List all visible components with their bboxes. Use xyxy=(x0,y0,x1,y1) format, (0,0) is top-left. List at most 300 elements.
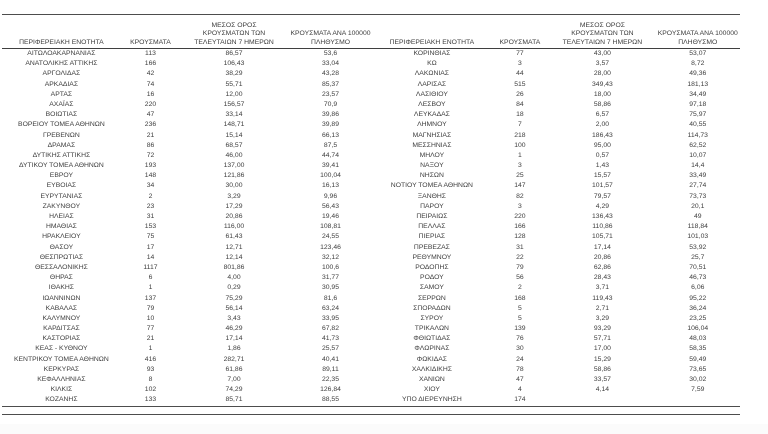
per100k-cell: 58,35 xyxy=(689,345,707,353)
avg7-cell: 4,14 xyxy=(595,386,610,394)
region-cell: ΠΙΕΡΙΑΣ xyxy=(418,233,446,241)
region-cell: ΞΑΝΘΗΣ xyxy=(417,192,447,200)
cases-cell: 3 xyxy=(518,202,522,210)
per100k-cell: 32,12 xyxy=(321,253,339,261)
table-row xyxy=(373,212,740,222)
cases-cell: 86 xyxy=(146,141,155,149)
avg7-cell: 7,00 xyxy=(227,376,241,383)
table-row xyxy=(373,304,740,314)
per100k-cell: 53,07 xyxy=(689,50,707,57)
column-header-region-label: ΠΕΡΙΦΕΡΕΙΑΚΗ ΕΝΟΤΗΤΑ xyxy=(389,38,475,46)
per100k-cell: 14,4 xyxy=(691,162,705,170)
region-cell: ΠΕΛΛΑΣ xyxy=(418,223,446,231)
avg7-cell: 17,00 xyxy=(593,345,611,353)
cases-cell: 166 xyxy=(144,60,157,68)
per100k-cell: 126,84 xyxy=(320,386,341,394)
per100k-cell: 10,07 xyxy=(689,151,707,159)
per100k-cell: 19,46 xyxy=(321,213,339,220)
region-cell: ΘΗΡΑΣ xyxy=(49,274,73,282)
per100k-cell: 48,03 xyxy=(689,335,707,343)
table-row xyxy=(2,212,373,222)
cases-cell: 1 xyxy=(148,284,153,292)
cases-cell: 8 xyxy=(148,376,153,383)
cases-cell: 102 xyxy=(144,386,157,394)
cases-cell: 31 xyxy=(146,213,155,220)
cases-cell: 84 xyxy=(516,100,524,108)
per100k-cell: 101,03 xyxy=(687,233,709,241)
per100k-cell: 33,49 xyxy=(689,172,707,180)
table-row xyxy=(2,151,373,161)
cases-cell: 6 xyxy=(148,274,153,282)
table-header-right xyxy=(373,15,740,48)
cases-cell: 22 xyxy=(516,253,524,261)
table-row xyxy=(2,222,373,232)
cases-cell: 47 xyxy=(146,111,155,119)
cases-cell: 82 xyxy=(516,192,524,200)
table-row xyxy=(2,171,373,181)
avg7-cell: 28,43 xyxy=(593,274,611,282)
avg7-cell: 4,29 xyxy=(595,202,610,210)
cases-cell: 218 xyxy=(514,131,526,139)
per100k-cell: 23,25 xyxy=(689,314,707,322)
table-row xyxy=(2,100,373,110)
per100k-cell: 114,73 xyxy=(687,131,708,139)
per100k-cell: 75,97 xyxy=(689,111,707,119)
per100k-cell: 22,35 xyxy=(321,376,339,383)
column-header-avg7-line1: ΜΕΣΟΣ ΟΡΟΣ xyxy=(579,21,625,29)
region-cell: ΛΕΥΚΑΔΑΣ xyxy=(413,111,450,119)
avg7-cell: 15,57 xyxy=(593,172,611,180)
per100k-cell: 30,95 xyxy=(321,284,339,292)
cases-cell: 79 xyxy=(146,304,155,312)
region-cell: ΑΝΑΤΟΛΙΚΗΣ ΑΤΤΙΚΗΣ xyxy=(25,60,98,68)
table-header-left xyxy=(2,15,373,48)
column-header-cases xyxy=(121,15,180,48)
avg7-cell: 1,86 xyxy=(227,345,241,353)
region-cell: ΛΑΡΙΣΑΣ xyxy=(417,80,447,88)
avg7-cell: 58,86 xyxy=(593,365,611,373)
region-cell: ΑΧΑΪΑΣ xyxy=(49,100,74,108)
column-header-cases-label: ΚΡΟΥΣΜΑΤΑ xyxy=(499,38,541,46)
per100k-cell: 43,28 xyxy=(321,70,339,78)
region-cell: ΚΕΡΚΥΡΑΣ xyxy=(43,365,80,373)
per100k-cell: 66,13 xyxy=(321,131,339,139)
table-row xyxy=(373,110,740,120)
table-bottom-double-rule xyxy=(2,407,740,416)
region-cell: ΧΑΝΙΩΝ xyxy=(418,376,445,383)
per100k-cell: 44,74 xyxy=(321,151,339,159)
table-row xyxy=(373,253,740,263)
region-cell: ΚΙΛΚΙΣ xyxy=(50,386,73,394)
region-cell: ΝΗΣΩΝ xyxy=(419,172,444,180)
cases-cell: 44 xyxy=(516,70,524,78)
table-row xyxy=(373,181,740,191)
per100k-cell: 40,41 xyxy=(321,355,339,363)
avg7-cell: 57,71 xyxy=(593,335,611,343)
per100k-cell: 181,13 xyxy=(687,80,709,88)
cases-cell: 166 xyxy=(514,223,526,231)
region-cell: ΣΥΡΟΥ xyxy=(420,314,444,322)
table-row xyxy=(373,334,740,344)
region-cell: ΥΠΟ ΔΙΕΡΕΥΝΗΣΗ xyxy=(402,396,462,404)
table-row xyxy=(2,120,373,130)
avg7-cell: 33,57 xyxy=(593,376,611,383)
avg7-cell: 3,57 xyxy=(595,60,610,68)
per100k-cell: 70,9 xyxy=(323,100,338,108)
cases-cell: 3 xyxy=(518,162,522,170)
region-cell: ΔΡΑΜΑΣ xyxy=(47,141,76,149)
table-body xyxy=(2,49,740,407)
table-row xyxy=(373,344,740,354)
table-row xyxy=(373,232,740,242)
avg7-cell: 101,57 xyxy=(592,182,613,190)
table-row xyxy=(373,120,740,130)
cases-cell: 1117 xyxy=(143,263,158,271)
region-cell: ΛΕΣΒΟΥ xyxy=(418,100,446,108)
region-cell: ΚΟΖΑΝΗΣ xyxy=(45,396,78,404)
region-cell: ΗΡΑΚΛΕΙΟΥ xyxy=(42,233,81,241)
table-row xyxy=(373,222,740,232)
avg7-cell: 62,86 xyxy=(593,263,611,271)
column-header-avg7 xyxy=(549,15,655,48)
per100k-cell: 100,6 xyxy=(321,263,339,271)
table-row xyxy=(2,344,373,354)
column-header-per100k-line1: ΚΡΟΥΣΜΑΤΑ ΑΝΑ 100000 xyxy=(657,30,738,38)
column-header-cases xyxy=(491,15,550,48)
per100k-cell: 123,46 xyxy=(320,243,341,251)
cases-cell: 74 xyxy=(146,80,155,88)
column-header-avg7-line1: ΜΕΣΟΣ ΟΡΟΣ xyxy=(211,21,257,29)
avg7-cell: 61,86 xyxy=(225,365,243,373)
region-cell: ΒΟΡΕΙΟΥ ΤΟΜΕΑ ΑΘΗΝΩΝ xyxy=(18,121,105,129)
cases-cell: 72 xyxy=(146,151,155,159)
cases-cell: 30 xyxy=(516,345,524,353)
region-cell: ΣΑΜΟΥ xyxy=(419,284,444,292)
avg7-cell: 20,86 xyxy=(225,213,243,220)
per100k-cell: 6,06 xyxy=(691,284,705,292)
region-cell: ΣΕΡΡΩΝ xyxy=(417,294,446,302)
region-cell: ΧΙΟΥ xyxy=(423,386,440,394)
per100k-cell: 33,04 xyxy=(321,60,339,68)
cases-cell: 17 xyxy=(146,243,155,251)
avg7-cell: 0,29 xyxy=(227,284,241,292)
table-row xyxy=(2,375,373,385)
cases-cell: 416 xyxy=(144,355,157,363)
table-row xyxy=(2,283,373,293)
per100k-cell: 39,89 xyxy=(321,121,339,129)
cases-cell: 4 xyxy=(518,386,522,394)
per100k-cell: 16,13 xyxy=(321,182,339,190)
table-row xyxy=(2,161,373,171)
table-row xyxy=(373,80,740,90)
per100k-cell: 7,59 xyxy=(691,386,705,394)
avg7-cell: 55,71 xyxy=(225,80,243,88)
cases-cell: 1 xyxy=(148,345,153,353)
table-row xyxy=(2,294,373,304)
region-cell: ΓΡΕΒΕΝΩΝ xyxy=(43,131,80,139)
cases-cell: 174 xyxy=(514,396,526,404)
cases-cell: 220 xyxy=(514,213,526,220)
per100k-cell: 62,52 xyxy=(689,141,707,149)
cases-cell: 23 xyxy=(146,202,155,210)
table-row xyxy=(2,243,373,253)
table-row xyxy=(2,110,373,120)
table-row xyxy=(2,324,373,334)
region-cell: ΘΑΣΟΥ xyxy=(49,243,74,251)
table-row xyxy=(2,314,373,324)
per100k-cell: 73,73 xyxy=(689,192,707,200)
table-row xyxy=(2,334,373,344)
table-row xyxy=(2,395,373,405)
table-row xyxy=(2,232,373,242)
avg7-cell: 121,86 xyxy=(223,172,245,180)
avg7-cell: 28,00 xyxy=(593,70,611,78)
cases-cell: 236 xyxy=(144,121,157,129)
cases-cell: 78 xyxy=(516,365,524,373)
avg7-cell: 186,43 xyxy=(592,131,613,139)
per100k-cell: 59,49 xyxy=(689,355,707,363)
region-cell: ΡΟΔΟΠΗΣ xyxy=(415,263,449,271)
avg7-cell: 68,57 xyxy=(225,141,243,149)
table-row xyxy=(373,294,740,304)
table-row xyxy=(373,273,740,283)
table-row xyxy=(2,141,373,151)
region-cell: ΦΘΙΩΤΙΔΑΣ xyxy=(413,335,451,343)
avg7-cell: 30,00 xyxy=(225,182,243,190)
region-cell: ΚΩ xyxy=(427,60,437,68)
avg7-cell: 15,29 xyxy=(593,355,611,363)
region-cell: ΘΕΣΣΑΛΟΝΙΚΗΣ xyxy=(34,263,88,271)
per100k-cell: 49,36 xyxy=(689,70,707,78)
avg7-cell: 46,29 xyxy=(225,325,243,333)
region-cell: ΛΗΜΝΟΥ xyxy=(417,121,447,129)
column-header-per100k xyxy=(656,15,740,48)
cases-cell: 75 xyxy=(146,233,155,241)
region-cell: ΕΥΒΟΙΑΣ xyxy=(46,182,77,190)
region-cell: ΑΙΤΩΛΟΑΚΑΡΝΑΝΙΑΣ xyxy=(27,50,96,57)
region-cell: ΕΥΡΥΤΑΝΙΑΣ xyxy=(40,192,83,200)
table-row xyxy=(373,365,740,375)
avg7-cell: 33,14 xyxy=(225,111,243,119)
region-cell: ΑΡΚΑΔΙΑΣ xyxy=(44,80,79,88)
cases-cell: 128 xyxy=(514,233,526,241)
column-header-per100k xyxy=(288,15,373,48)
avg7-cell: 58,86 xyxy=(593,100,611,108)
cases-cell: 133 xyxy=(144,396,157,404)
region-cell: ΔΥΤΙΚΟΥ ΤΟΜΕΑ ΑΘΗΝΩΝ xyxy=(18,162,104,170)
avg7-cell: 12,71 xyxy=(225,243,243,251)
region-cell: ΗΜΑΘΙΑΣ xyxy=(45,223,77,231)
per100k-cell: 67,82 xyxy=(321,325,339,333)
column-header-avg7 xyxy=(180,15,288,48)
table-row xyxy=(373,355,740,365)
per100k-cell: 23,57 xyxy=(321,90,339,98)
avg7-cell: 15,14 xyxy=(225,131,243,139)
per100k-cell: 118,84 xyxy=(687,223,708,231)
column-header-region-label: ΠΕΡΙΦΕΡΕΙΑΚΗ ΕΝΟΤΗΤΑ xyxy=(19,38,104,46)
column-header-per100k-line2: ΠΛΗΘΥΣΜΟ xyxy=(310,38,351,46)
page-margin-area xyxy=(0,424,768,434)
table-row xyxy=(373,141,740,151)
table-row xyxy=(2,355,373,365)
cases-cell: 79 xyxy=(516,263,524,271)
avg7-cell: 2,00 xyxy=(595,121,610,129)
table-body-left xyxy=(2,49,373,406)
region-cell: ΛΑΣΙΘΙΟΥ xyxy=(415,90,448,98)
avg7-cell: 38,29 xyxy=(225,70,243,78)
per100k-cell: 81,6 xyxy=(323,294,338,302)
table-row xyxy=(373,263,740,273)
column-header-avg7-line3: ΤΕΛΕΥΤΑΙΩΝ 7 ΗΜΕΡΩΝ xyxy=(562,38,643,46)
per100k-cell: 70,51 xyxy=(689,263,707,271)
per100k-cell: 85,37 xyxy=(321,80,339,88)
cases-cell: 77 xyxy=(146,325,155,333)
table-row xyxy=(2,263,373,273)
per100k-cell: 34,49 xyxy=(689,90,707,98)
region-cell: ΡΕΘΥΜΝΟΥ xyxy=(412,253,452,261)
table-row xyxy=(2,80,373,90)
region-cell: ΘΕΣΠΡΩΤΙΑΣ xyxy=(39,253,84,261)
table-row xyxy=(2,181,373,191)
table-row xyxy=(2,253,373,263)
cases-cell: 16 xyxy=(146,90,155,98)
cases-cell: 168 xyxy=(514,294,526,302)
per100k-cell: 46,73 xyxy=(689,274,707,282)
per100k-cell: 100,04 xyxy=(320,172,341,180)
region-cell: ΗΛΕΙΑΣ xyxy=(49,213,74,220)
region-cell: ΝΑΞΟΥ xyxy=(420,162,444,170)
cases-cell: 220 xyxy=(144,100,157,108)
cases-cell: 56 xyxy=(516,274,524,282)
column-header-avg7-line2: ΚΡΟΥΣΜΑΤΩΝ ΤΩΝ xyxy=(571,30,634,38)
table-row xyxy=(373,395,740,405)
table-row xyxy=(2,192,373,202)
avg7-cell: 95,00 xyxy=(593,141,611,149)
region-cell: ΛΑΚΩΝΙΑΣ xyxy=(414,70,449,78)
per100k-cell: 8,72 xyxy=(691,60,705,68)
cases-cell: 100 xyxy=(514,141,526,149)
cases-cell: 47 xyxy=(516,376,524,383)
region-cell: ΑΡΤΑΣ xyxy=(50,90,73,98)
table-header-row xyxy=(2,14,740,49)
column-header-avg7-line2: ΚΡΟΥΣΜΑΤΩΝ ΤΩΝ xyxy=(202,30,266,38)
per100k-cell: 87,5 xyxy=(323,141,338,149)
avg7-cell: 79,57 xyxy=(593,192,611,200)
table-row xyxy=(373,90,740,100)
column-header-region xyxy=(373,15,490,48)
column-header-cases-label: ΚΡΟΥΣΜΑΤΑ xyxy=(130,38,171,46)
cases-cell: 7 xyxy=(518,121,522,129)
avg7-cell: 74,29 xyxy=(225,386,243,394)
per100k-cell: 40,55 xyxy=(689,121,707,129)
per100k-cell: 33,95 xyxy=(321,314,339,322)
region-cell: ΜΑΓΝΗΣΙΑΣ xyxy=(412,131,452,139)
per100k-cell: 39,86 xyxy=(321,111,339,119)
per100k-cell: 27,74 xyxy=(689,182,707,190)
region-cell: ΙΩΑΝΝΙΝΩΝ xyxy=(42,294,81,302)
cases-cell: 21 xyxy=(146,335,155,343)
cases-cell: 21 xyxy=(146,131,155,139)
avg7-cell: 801,86 xyxy=(223,263,245,271)
avg7-cell: 3,29 xyxy=(595,314,610,322)
per100k-cell: 63,24 xyxy=(321,304,339,312)
per100k-cell: 9,96 xyxy=(323,192,338,200)
column-header-per100k-line2: ΠΛΗΘΥΣΜΟ xyxy=(678,38,718,46)
cases-cell: 10 xyxy=(146,314,155,322)
cases-cell: 147 xyxy=(514,182,526,190)
region-cell: ΠΡΕΒΕΖΑΣ xyxy=(413,243,450,251)
avg7-cell: 2,71 xyxy=(595,304,610,312)
per100k-cell: 49 xyxy=(693,213,702,220)
avg7-cell: 43,00 xyxy=(593,50,611,57)
cases-cell: 5 xyxy=(518,314,522,322)
table-row xyxy=(373,100,740,110)
table-row xyxy=(2,385,373,395)
cases-cell: 2 xyxy=(518,284,522,292)
region-cell: ΤΡΙΚΑΛΩΝ xyxy=(414,325,449,333)
region-cell: ΚΑΛΥΜΝΟΥ xyxy=(42,314,81,322)
cases-cell: 139 xyxy=(514,325,526,333)
cases-cell: 14 xyxy=(146,253,155,261)
region-cell: ΒΟΙΩΤΙΑΣ xyxy=(45,111,78,119)
region-cell: ΠΑΡΟΥ xyxy=(420,202,444,210)
cases-cell: 18 xyxy=(516,111,524,119)
cases-cell: 193 xyxy=(144,162,157,170)
cases-cell: 3 xyxy=(518,60,522,68)
table-row xyxy=(373,283,740,293)
cases-cell: 5 xyxy=(518,304,522,312)
cases-cell: 515 xyxy=(514,80,526,88)
per100k-cell: 31,77 xyxy=(321,274,339,282)
region-cell: ΝΟΤΙΟΥ ΤΟΜΕΑ ΑΘΗΝΩΝ xyxy=(390,182,473,190)
avg7-cell: 6,57 xyxy=(595,111,610,119)
per100k-cell: 88,55 xyxy=(321,396,339,404)
table-row xyxy=(373,202,740,212)
cases-cell: 31 xyxy=(516,243,524,251)
avg7-cell: 3,43 xyxy=(227,314,241,322)
avg7-cell: 56,14 xyxy=(225,304,243,312)
avg7-cell: 349,43 xyxy=(592,80,613,88)
region-cell: ΚΟΡΙΝΘΙΑΣ xyxy=(413,50,451,57)
column-header-region xyxy=(2,15,121,48)
table-row xyxy=(373,243,740,253)
cases-cell: 24 xyxy=(516,355,524,363)
avg7-cell: 282,71 xyxy=(223,355,245,363)
avg7-cell: 1,43 xyxy=(595,162,610,170)
per100k-cell: 25,57 xyxy=(321,345,339,353)
avg7-cell: 3,29 xyxy=(227,192,241,200)
cases-cell: 34 xyxy=(146,182,155,190)
region-cell: ΕΒΡΟΥ xyxy=(49,172,73,180)
table-row xyxy=(2,365,373,375)
region-cell: ΑΡΓΟΛΙΔΑΣ xyxy=(42,70,81,78)
avg7-cell: 3,71 xyxy=(595,284,610,292)
avg7-cell: 61,43 xyxy=(225,233,243,241)
avg7-cell: 12,00 xyxy=(225,90,243,98)
avg7-cell: 86,57 xyxy=(225,50,243,57)
avg7-cell: 75,29 xyxy=(225,294,243,302)
region-cell: ΔΥΤΙΚΗΣ ΑΤΤΙΚΗΣ xyxy=(32,151,91,159)
avg7-cell: 156,57 xyxy=(223,100,245,108)
cases-cell: 76 xyxy=(516,335,524,343)
avg7-cell: 17,14 xyxy=(225,335,243,343)
table-row xyxy=(373,49,740,59)
avg7-cell: 119,43 xyxy=(592,294,613,302)
region-cell: ΖΑΚΥΝΘΟΥ xyxy=(42,202,81,210)
per100k-cell: 53,92 xyxy=(689,243,707,251)
table-row xyxy=(2,202,373,212)
per100k-cell: 30,02 xyxy=(689,376,707,383)
